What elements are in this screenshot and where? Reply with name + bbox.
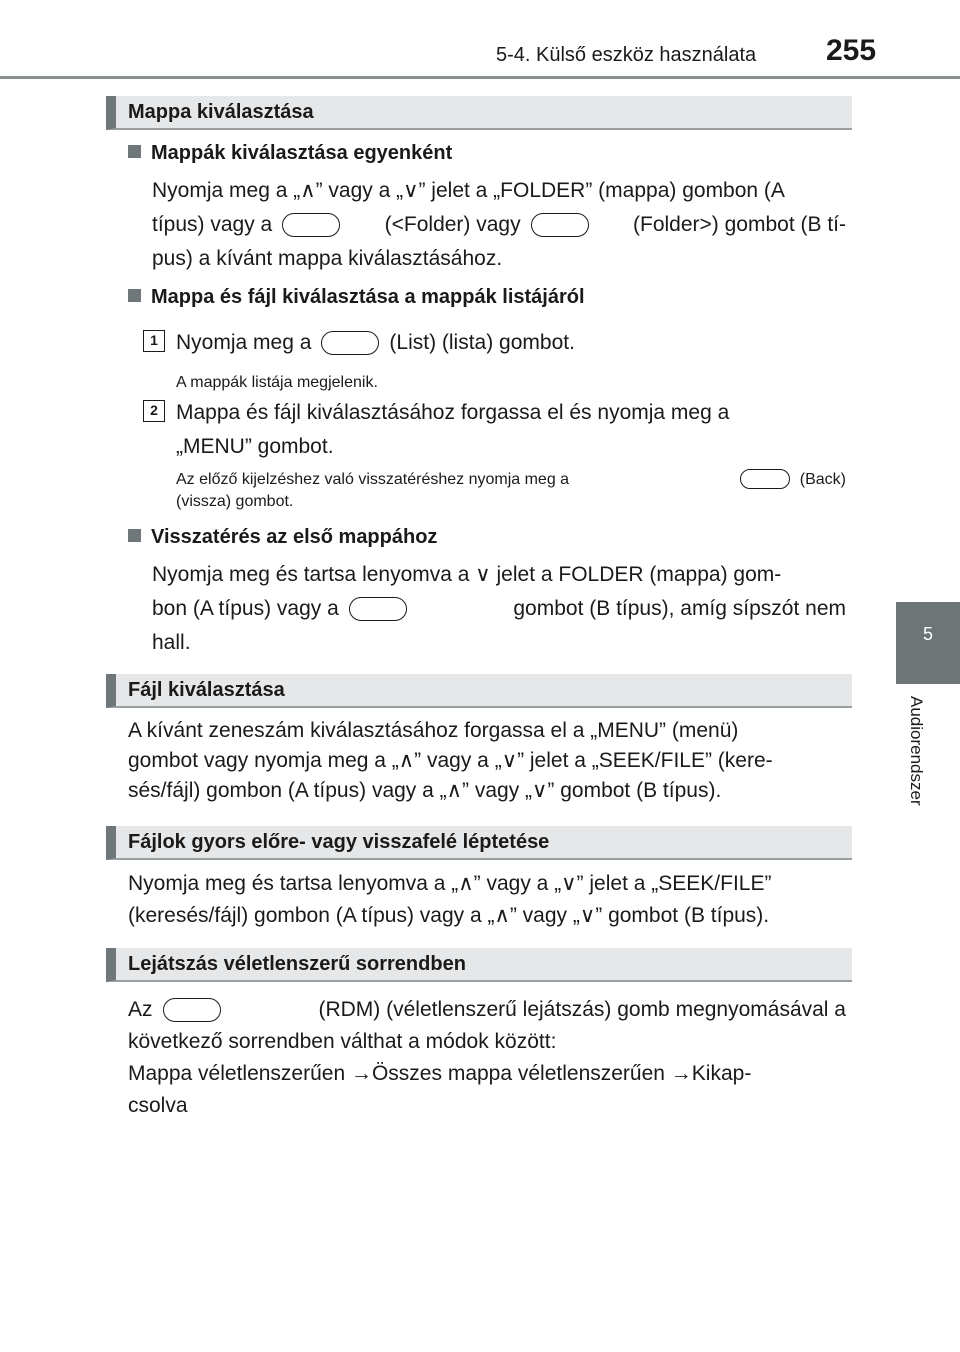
- text-line: [128, 994, 846, 1026]
- text-span: (Folder>) gombot (B tí-: [633, 213, 846, 236]
- text-line: (keresés/fájl) gombon (A típus) vagy a „∧” vagy „∨” gombot (B típus).: [128, 904, 770, 927]
- step-2-note: [176, 469, 846, 513]
- paragraph-random: [128, 994, 846, 1122]
- text-span: A kívánt zeneszám kiválasztásához forgassa el a „MENU” (menü): [128, 719, 739, 742]
- text-span: gombot (B típus), amíg sípszót nem: [513, 597, 846, 620]
- folder-button-icon: [349, 597, 407, 621]
- header-divider: [0, 76, 960, 79]
- subheading-text: Mappa és fájl kiválasztása a mappák listájáról: [151, 286, 585, 308]
- text-line: Nyomja meg a „∧” vagy a „∨” jelet a „FOLDER” (mappa) gombon (A: [152, 179, 785, 202]
- text-line: „MENU” gombot.: [176, 435, 334, 458]
- subheading-text: Visszatérés az első mappához: [151, 526, 438, 548]
- chapter-number: 5: [922, 624, 933, 644]
- text-span: gombot vagy nyomja meg a „∧” vagy a „∨” jelet a „SEEK/FILE” (kere-: [128, 749, 773, 772]
- folder-prev-button-icon: [282, 213, 340, 237]
- text-line: [152, 558, 846, 592]
- section-heading-text: Mappa kiválasztása: [128, 101, 314, 123]
- text-line: [128, 868, 846, 900]
- step-2-text: [176, 396, 846, 464]
- text-line: csolva: [128, 1094, 188, 1117]
- section-heading-text: Fájlok gyors előre- vagy visszafelé léptetése: [128, 831, 550, 853]
- section-heading-random: [106, 948, 852, 982]
- rdm-button-icon: [163, 998, 221, 1022]
- paragraph-folders: [152, 174, 846, 276]
- text-span: Az előző kijelzéshez való visszatéréshez nyomja meg a: [176, 471, 570, 488]
- section-heading-text: Lejátszás véletlenszerű sorrendben: [128, 953, 466, 975]
- text-span: Az: [128, 998, 153, 1021]
- text-span: Nyomja meg és tartsa lenyomva a „∧” vagy a „∨” jelet a „SEEK/FILE”: [128, 872, 772, 895]
- text-line: következő sorrendben válthat a módok között:: [128, 1030, 557, 1053]
- text-span: Nyomja meg a: [176, 331, 312, 354]
- text-span: (RDM) (véletlenszerű lejátszás) gomb megnyomásával a: [318, 998, 846, 1021]
- text-line: pus) a kívánt mappa kiválasztásához.: [152, 247, 503, 270]
- text-line: [128, 746, 846, 776]
- text-span: (<Folder) vagy: [384, 213, 521, 236]
- paragraph-fast-forward: [128, 868, 846, 932]
- text-line: [176, 469, 846, 491]
- text-line: [152, 592, 846, 626]
- section-heading-text: Fájl kiválasztása: [128, 679, 285, 701]
- step-number-2: 2: [143, 400, 165, 422]
- text-line: sés/fájl) gombon (A típus) vagy a „∧” vagy „∨” gombot (B típus).: [128, 779, 722, 802]
- text-span: Mappa véletlenszerűen →Összes mappa véletlenszerűen →Kikap-: [128, 1062, 752, 1085]
- text-span: bon (A típus) vagy a: [152, 597, 339, 620]
- square-bullet-icon: [128, 145, 141, 158]
- text-line: hall.: [152, 631, 191, 654]
- step-1-note: A mappák listája megjelenik.: [176, 374, 378, 391]
- list-button-icon: [321, 331, 379, 355]
- text-span: (List) (lista) gombot.: [389, 331, 575, 354]
- text-line: [128, 716, 846, 746]
- subheading-return-first-folder: [128, 526, 437, 549]
- subheading-text: Mappák kiválasztása egyenként: [151, 142, 453, 164]
- text-span: típus) vagy a: [152, 213, 273, 236]
- paragraph-return-first: [152, 558, 846, 660]
- page-number: 255: [826, 34, 877, 67]
- folder-next-button-icon: [531, 213, 589, 237]
- text-line: [152, 208, 846, 242]
- text-span: Nyomja meg és tartsa lenyomva a ∨ jelet a FOLDER (mappa) gom-: [152, 563, 782, 586]
- back-button-icon: [740, 469, 790, 489]
- section-heading-fast-forward: [106, 826, 852, 860]
- text-line: (vissza) gombot.: [176, 493, 294, 510]
- section-title: 5-4. Külső eszköz használata: [496, 44, 757, 66]
- section-heading-folder: [106, 96, 852, 130]
- section-heading-file: [106, 674, 852, 708]
- subheading-folders-one-by-one: [128, 142, 452, 165]
- chapter-label-text: Audiorendszer: [907, 696, 926, 806]
- step-1-text: [176, 326, 846, 360]
- text-line: [176, 396, 846, 430]
- paragraph-file-select: [128, 716, 846, 806]
- text-span: Mappa és fájl kiválasztásához forgassa el és nyomja meg a: [176, 401, 730, 424]
- text-span: (Back): [799, 471, 846, 488]
- text-line: [128, 1058, 846, 1090]
- chapter-label: [884, 690, 950, 840]
- step-number-1: 1: [143, 330, 165, 352]
- subheading-folder-list: [128, 286, 585, 309]
- square-bullet-icon: [128, 529, 141, 542]
- square-bullet-icon: [128, 289, 141, 302]
